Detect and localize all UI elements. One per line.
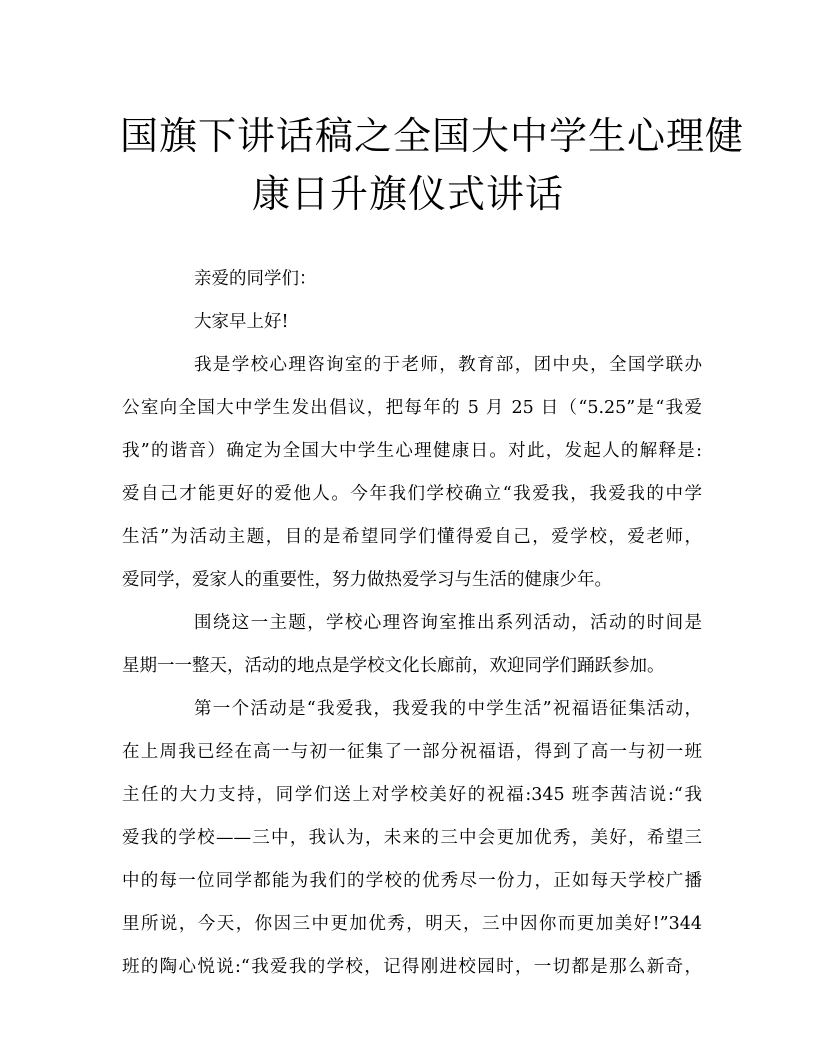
paragraph-line: 第一个活动是“我爱我，我爱我的中学生活”祝福语征集活动， [194, 699, 702, 719]
paragraph-line: 我”的谐音）确定为全国大中学生心理健康日。对此，发起人的解释是: [122, 441, 702, 461]
paragraph-line: 公室向全国大中学生发出倡议，把每年的 5 月 25 日（“5.25”是“我爱 [122, 398, 702, 418]
paragraph-line: 里所说，今天，你因三中更加优秀，明天，三中因你而更加美好!”344 [122, 914, 702, 934]
paragraph-line: 我是学校心理咨询室的于老师，教育部，团中央，全国学联办 [194, 355, 702, 375]
salutation: 亲爱的同学们： [194, 269, 317, 289]
paragraph-line: 中的每一位同学都能为我们的学校的优秀尽一份力，正如每天学校广播 [122, 871, 702, 891]
paragraph-line: 班的陶心悦说:“我爱我的学校，记得刚进校园时，一切都是那么新奇， [122, 957, 702, 977]
paragraph-line: 星期一一整天，活动的地点是学校文化长廊前，欢迎同学们踊跃参加。 [122, 656, 665, 676]
paragraph-line: 爱我的学校——三中，我认为，未来的三中会更加优秀，美好，希望三 [122, 828, 702, 848]
paragraph-line: 生活”为活动主题，目的是希望同学们懂得爱自己，爱学校，爱老师， [122, 527, 702, 547]
document-title-line-2: 康日升旗仪式讲话 [251, 172, 564, 216]
paragraph-line: 主任的大力支持，同学们送上对学校美好的祝福:345 班李茜洁说:“我 [122, 785, 702, 805]
paragraph-line: 在上周我已经在高一与初一征集了一部分祝福语，得到了高一与初一班 [122, 742, 702, 762]
document-title-line-1: 国旗下讲话稿之全国大中学生心理健 [120, 114, 745, 158]
greeting: 大家早上好! [194, 312, 289, 332]
paragraph-line: 围绕这一主题，学校心理咨询室推出系列活动，活动的时间是 [194, 613, 702, 633]
paragraph-line: 爱同学，爱家人的重要性，努力做热爱学习与生活的健康少年。 [122, 570, 612, 590]
paragraph-line: 爱自己才能更好的爱他人。今年我们学校确立“我爱我，我爱我的中学 [122, 484, 702, 504]
